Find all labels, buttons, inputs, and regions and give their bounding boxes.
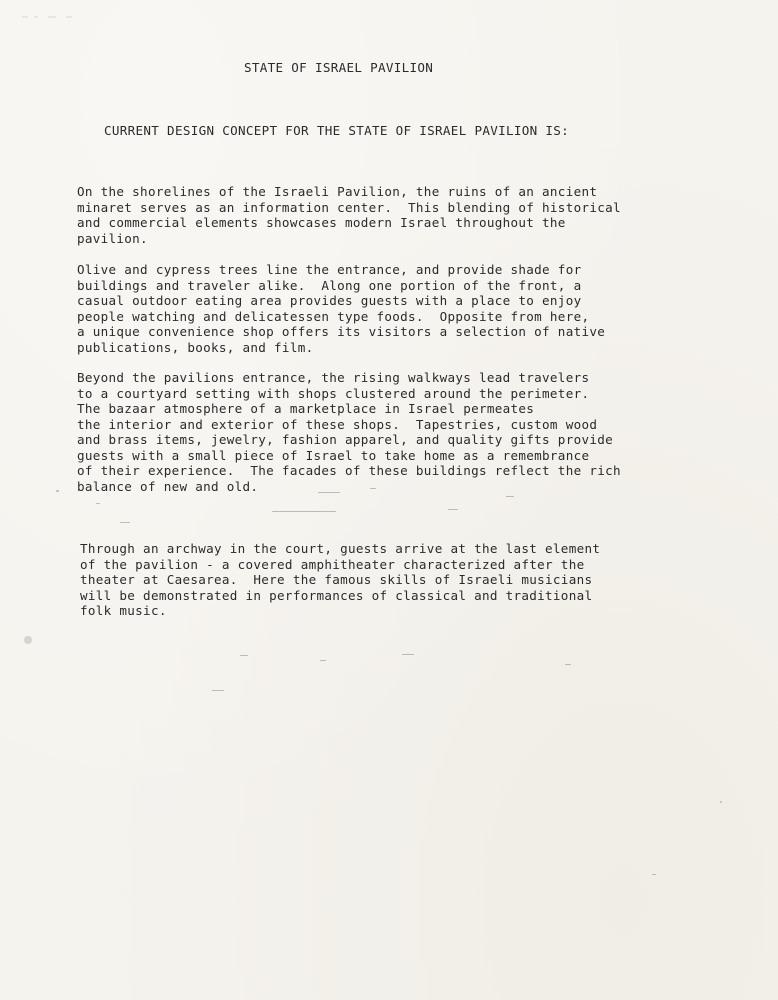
paper-speck	[448, 509, 458, 510]
paper-speck	[240, 655, 248, 656]
paragraph-line: of the pavilion - a covered amphitheater characterized after the	[80, 556, 585, 572]
paragraph-line: a unique convenience shop offers its visitors a selection of native	[77, 324, 606, 339]
paragraph-line: will be demonstrated in performances of classical and traditional	[80, 587, 593, 603]
paragraph-line: and brass items, jewelry, fashion apparel, and quality gifts provide	[77, 432, 613, 447]
paper-speck	[96, 503, 100, 504]
paper-speck	[402, 654, 414, 655]
paragraph-line: buildings and traveler alike. Along one portion of the front, a	[77, 277, 582, 293]
paper-speck	[56, 490, 59, 492]
paragraph-courtyard	[77, 370, 777, 494]
paper-speck	[318, 492, 340, 493]
paragraph-line: the interior and exterior of these shops. Tapestries, custom wood	[77, 416, 598, 432]
paragraph-line: to a courtyard setting with shops clustered around the perimeter.	[77, 385, 590, 401]
paragraph-information-center	[77, 184, 777, 246]
paper-speck	[24, 636, 32, 644]
paragraph-line: and commercial elements showcases modern Israel throughout the	[77, 215, 566, 230]
paragraph-line: The bazaar atmosphere of a marketplace in Israel permeates	[77, 401, 535, 416]
paper-speck	[565, 664, 571, 665]
paragraph-line: folk music.	[80, 603, 167, 618]
paragraph-line: Olive and cypress trees line the entrance, and provide shade for	[77, 262, 582, 277]
paragraph-line: balance of new and old.	[77, 478, 259, 494]
paragraph-line: casual outdoor eating area provides guests with a place to enjoy	[77, 293, 582, 308]
paragraph-line: people watching and delicatessen type foods. Opposite from here,	[77, 308, 590, 324]
paragraph-line: Beyond the pavilions entrance, the rising walkways lead travelers	[77, 370, 590, 385]
paragraph-line: guests with a small piece of Israel to take home as a remembrance	[77, 447, 590, 463]
paragraph-line: pavilion.	[77, 230, 148, 246]
paragraph-line: minaret serves as an information center. This blending of historical	[77, 199, 621, 215]
paper-speck	[272, 511, 336, 512]
paper-speck	[370, 488, 376, 489]
paper-speck	[720, 801, 722, 803]
paper-speck	[212, 690, 224, 691]
paper-speck	[120, 522, 130, 523]
paper-speck	[320, 660, 326, 661]
paragraph-entrance	[77, 262, 777, 355]
paragraph-line: On the shorelines of the Israeli Pavilion, the ruins of an ancient	[77, 184, 598, 199]
paragraph-line: of their experience. The facades of these buildings reflect the rich	[77, 463, 621, 478]
document-subtitle: CURRENT DESIGN CONCEPT FOR THE STATE OF ISRAEL PAVILION IS:	[104, 123, 570, 138]
paper-speck	[652, 874, 656, 875]
document-title: STATE OF ISRAEL PAVILION	[244, 60, 434, 75]
paragraph-amphitheater	[80, 541, 778, 619]
paragraph-line: theater at Caesarea. Here the famous skills of Israeli musicians	[80, 572, 593, 587]
paragraph-line: publications, books, and film.	[77, 339, 314, 355]
corner-smudge	[22, 14, 82, 20]
paragraph-line: Through an archway in the court, guests arrive at the last element	[80, 541, 601, 556]
paper-speck	[506, 496, 514, 497]
